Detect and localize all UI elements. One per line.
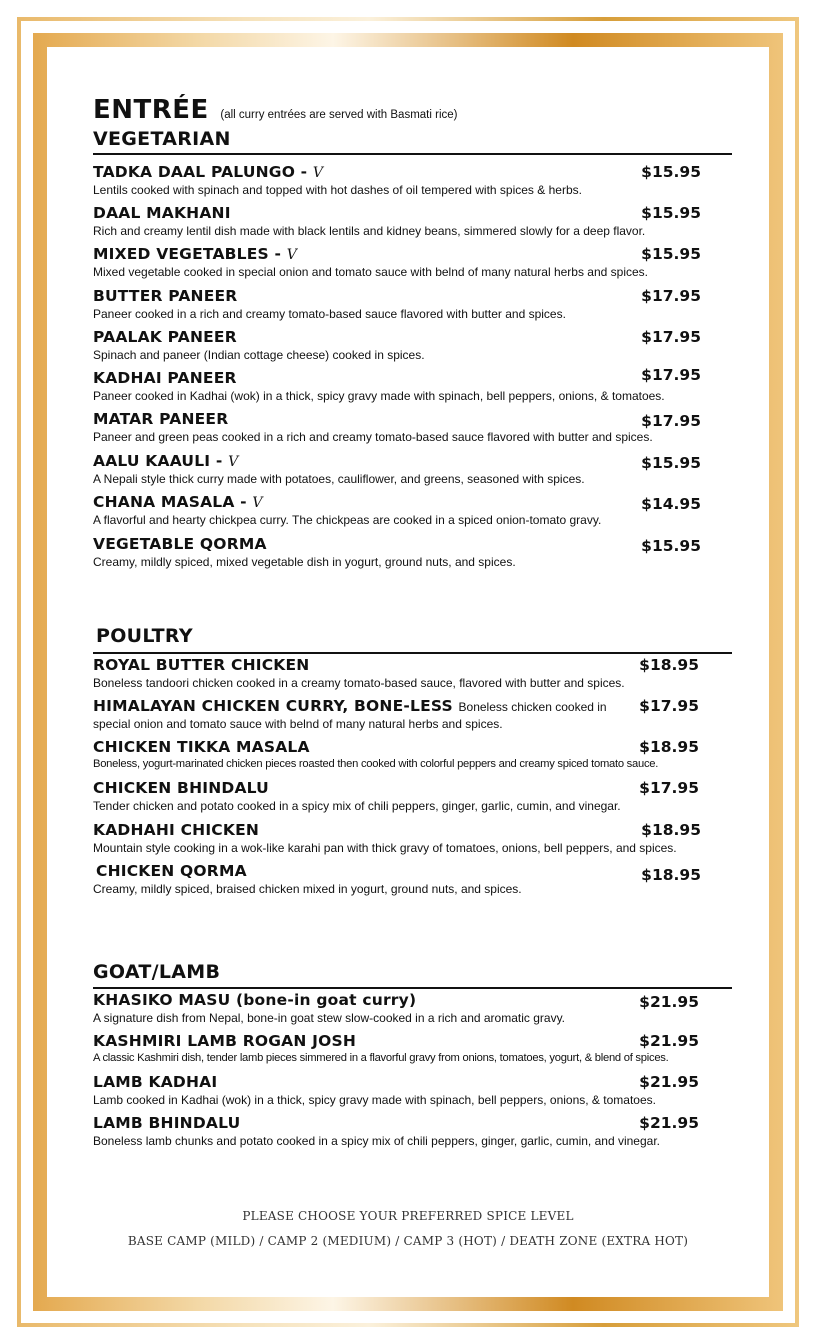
- item-price: $21.95: [639, 1073, 699, 1091]
- item-price: $18.95: [641, 866, 701, 884]
- menu-item: [93, 535, 733, 575]
- item-name: KASHMIRI LAMB ROGAN JOSH: [93, 1032, 357, 1050]
- item-name: VEGETABLE QORMA: [93, 535, 267, 553]
- item-price: $18.95: [641, 821, 701, 839]
- item-name: LAMB KADHAI: [93, 1073, 218, 1091]
- item-description: Rich and creamy lentil dish made with black lentils and kidney beans, simmered slowly for a deep flavor.: [93, 224, 646, 238]
- item-description: A flavorful and hearty chickpea curry. The chickpeas are cooked in a spiced onion-tomato gravy.: [93, 513, 602, 527]
- item-name: ROYAL BUTTER CHICKEN: [93, 656, 310, 674]
- section-divider: [93, 987, 732, 989]
- item-description: A signature dish from Nepal, bone-in goat stew slow-cooked in a rich and aromatic gravy.: [93, 1011, 566, 1025]
- item-price: $14.95: [641, 495, 701, 513]
- item-name: CHICKEN TIKKA MASALA: [93, 738, 310, 756]
- section-title-vegetarian: VEGETARIAN: [93, 128, 231, 150]
- spice-level-options: BASE CAMP (MILD) / CAMP 2 (MEDIUM) / CAMP 3 (HOT) / DEATH ZONE (EXTRA HOT): [127, 1234, 689, 1248]
- item-name: HIMALAYAN CHICKEN CURRY, BONE-LESS: [93, 697, 459, 715]
- item-inline-description: Boneless chicken cooked in: [458, 700, 607, 714]
- item-description: Paneer and green peas cooked in a rich and creamy tomato-based sauce flavored with butter and spices.: [93, 430, 653, 444]
- item-name: LAMB BHINDALU: [93, 1114, 241, 1132]
- item-price: $21.95: [639, 1032, 699, 1050]
- item-name: PAALAK PANEER: [93, 328, 237, 346]
- item-price: $17.95: [639, 697, 699, 715]
- item-description: A classic Kashmiri dish, tender lamb pieces simmered in a flavorful gravy from onions, tomatoes, yogurt, & blend of spices.: [93, 1052, 669, 1064]
- item-description: Creamy, mildly spiced, braised chicken mixed in yogurt, ground nuts, and spices.: [93, 882, 522, 896]
- item-name: KADHAHI CHICKEN: [93, 821, 260, 839]
- item-name: TADKA DAAL PALUNGO -: [93, 163, 313, 181]
- item-name: CHICKEN QORMA: [96, 862, 247, 880]
- item-name: MATAR PANEER: [93, 410, 229, 428]
- item-description: Spinach and paneer (Indian cottage cheese) cooked in spices.: [93, 348, 425, 362]
- item-price: $15.95: [641, 537, 701, 555]
- item-name: CHANA MASALA -: [93, 493, 253, 511]
- menu-item: [93, 1073, 733, 1113]
- item-price: $21.95: [639, 1114, 699, 1132]
- menu-item: [93, 493, 733, 533]
- item-price: $17.95: [641, 366, 701, 384]
- item-description: Lamb cooked in Kadhai (wok) in a thick, spicy gravy made with spinach, bell peppers, onions, & tomatoes.: [93, 1093, 656, 1107]
- item-description: Mountain style cooking in a wok-like karahi pan with thick gravy of tomatoes, onions, bell peppers, and spices.: [93, 841, 677, 855]
- vegan-mark: V: [228, 454, 239, 470]
- menu-item: [93, 1032, 733, 1072]
- item-price: $15.95: [641, 204, 701, 222]
- item-price: $18.95: [639, 738, 699, 756]
- item-description: Tender chicken and potato cooked in a spicy mix of chili peppers, ginger, garlic, cumin, and vinegar.: [93, 799, 621, 813]
- menu-item: [93, 862, 733, 902]
- menu-item: [93, 452, 733, 492]
- menu-item: [93, 1114, 733, 1154]
- item-price: $17.95: [641, 287, 701, 305]
- menu-item: [93, 410, 733, 450]
- vegan-mark: V: [312, 165, 324, 181]
- menu-item: [93, 163, 733, 203]
- item-price: $17.95: [641, 328, 701, 346]
- item-description: Paneer cooked in Kadhai (wok) in a thick, spicy gravy made with spinach, bell peppers, onions, & tomatoes.: [93, 389, 665, 403]
- section-divider: [93, 652, 732, 654]
- vegan-mark: V: [252, 495, 263, 511]
- item-price: $18.95: [639, 656, 699, 674]
- item-price: $15.95: [641, 245, 701, 263]
- spice-level-prompt: PLEASE CHOOSE YOUR PREFERRED SPICE LEVEL: [242, 1209, 574, 1223]
- section-title-goat-lamb: GOAT/LAMB: [93, 961, 221, 983]
- item-description: Boneless lamb chunks and potato cooked in a spicy mix of chili peppers, ginger, garlic, cumin, and vinegar.: [93, 1134, 660, 1148]
- item-description: Mixed vegetable cooked in special onion and tomato sauce with belnd of many natural herbs and spices.: [93, 265, 649, 279]
- item-description: Boneless, yogurt-marinated chicken pieces roasted then cooked with colorful peppers and creamy spiced tomato sauce.: [93, 758, 659, 770]
- menu-item: [93, 991, 733, 1031]
- menu-item: [93, 366, 733, 409]
- item-description: Creamy, mildly spiced, mixed vegetable dish in yogurt, ground nuts, and spices.: [93, 555, 516, 569]
- section-title-poultry: POULTRY: [96, 625, 193, 647]
- item-description: Boneless tandoori chicken cooked in a creamy tomato-based sauce, flavored with butter and spices.: [93, 676, 625, 690]
- item-description: special onion and tomato sauce with belnd of many natural herbs and spices.: [93, 717, 503, 731]
- menu-item: [93, 287, 733, 327]
- menu-item: [93, 821, 733, 861]
- vegan-mark: V: [286, 247, 298, 263]
- item-price: $21.95: [639, 993, 699, 1011]
- menu-item: [93, 656, 733, 696]
- menu-item: [93, 738, 733, 778]
- menu-item: [93, 328, 733, 368]
- entree-title: ENTRÉE: [93, 95, 209, 125]
- item-description: Paneer cooked in a rich and creamy tomato-based sauce flavored with butter and spices.: [93, 307, 566, 321]
- item-name: KADHAI PANEER: [93, 369, 237, 387]
- item-name: CHICKEN BHINDALU: [93, 779, 269, 797]
- menu-item: [93, 779, 733, 819]
- menu-item: [93, 697, 733, 737]
- section-divider: [93, 153, 732, 155]
- item-name: KHASIKO MASU (bone-in goat curry): [93, 991, 417, 1009]
- item-name: DAAL MAKHANI: [93, 204, 231, 222]
- item-price: $15.95: [641, 454, 701, 472]
- entree-note: (all curry entrées are served with Basmati rice): [220, 109, 458, 121]
- item-price: $17.95: [641, 412, 701, 430]
- item-description: A Nepali style thick curry made with potatoes, cauliflower, and greens, seasoned with spices.: [93, 472, 585, 486]
- menu-heading: [93, 95, 457, 125]
- item-price: $15.95: [641, 163, 701, 181]
- item-price: $17.95: [639, 779, 699, 797]
- item-description: Lentils cooked with spinach and topped with hot dashes of oil tempered with spices & herbs.: [93, 183, 582, 197]
- item-name: MIXED VEGETABLES -: [93, 245, 287, 263]
- item-name: AALU KAAULI -: [93, 452, 229, 470]
- menu-item: [93, 204, 733, 244]
- menu-item: [93, 245, 733, 285]
- item-name: BUTTER PANEER: [93, 287, 238, 305]
